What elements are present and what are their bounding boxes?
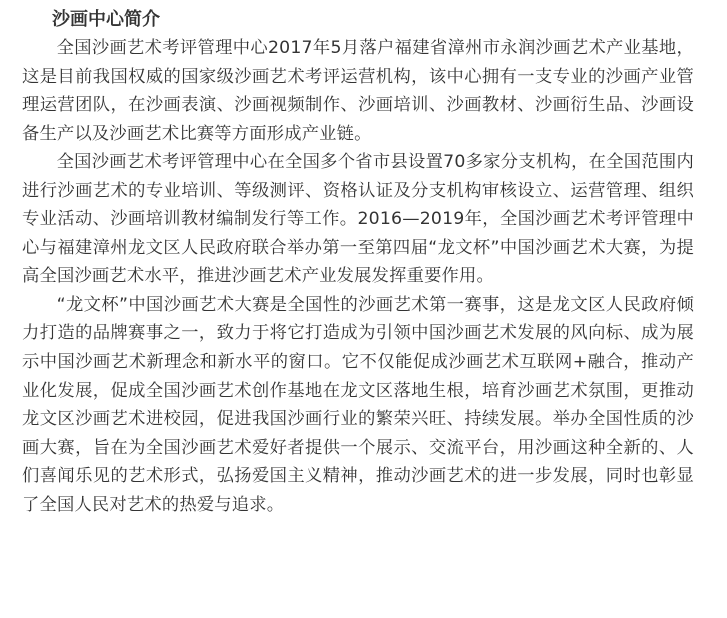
article [22,6,694,519]
paragraph-1: 全国沙画艺术考评管理中心2017年5月落户福建省漳州市永润沙画艺术产业基地，这是目前我国权威的国家级沙画艺术考评运营机构，该中心拥有一支专业的沙画产业管理运营团队，在沙画表演、沙画视频制作、沙画培训、沙画教材、沙画衍生品、沙画设备生产以及沙画艺术比赛等方面形成产业链。 [22,38,694,144]
paragraph-2: 全国沙画艺术考评管理中心在全国多个省市县设置70多家分支机构，在全国范围内进行沙画艺术的专业培训、等级测评、资格认证及分支机构审核设立、运营管理、组织专业活动、沙画培训教材编制发行等工作。2016—2019年，全国沙画艺术考评管理中心与福建漳州龙文区人民政府联合举办第一至第四届“龙文杯”中国沙画艺术大赛，为提高全国沙画艺术水平，推进沙画艺术产业发展发挥重要作用。 [22,152,694,287]
paragraph-3: “龙文杯”中国沙画艺术大赛是全国性的沙画艺术第一赛事，这是龙文区人民政府倾力打造的品牌赛事之一，致力于将它打造成为引领中国沙画艺术发展的风向标、成为展示中国沙画艺术新理念和新水平的窗口。它不仅能促成沙画艺术互联网+融合，推动产业化发展，促成全国沙画艺术创作基地在龙文区落地生根，培育沙画艺术氛围，更推动龙文区沙画艺术进校园，促进我国沙画行业的繁荣兴旺、持续发展。举办全国性质的沙画大赛，旨在为全国沙画艺术爱好者提供一个展示、交流平台，用沙画这种全新的、人们喜闻乐见的艺术形式，弘扬爱国主义精神，推动沙画艺术的进一步发展，同时也彰显了全国人民对艺术的热爱与追求。 [22,294,694,515]
article-title: 沙画中心简介 [52,9,160,30]
